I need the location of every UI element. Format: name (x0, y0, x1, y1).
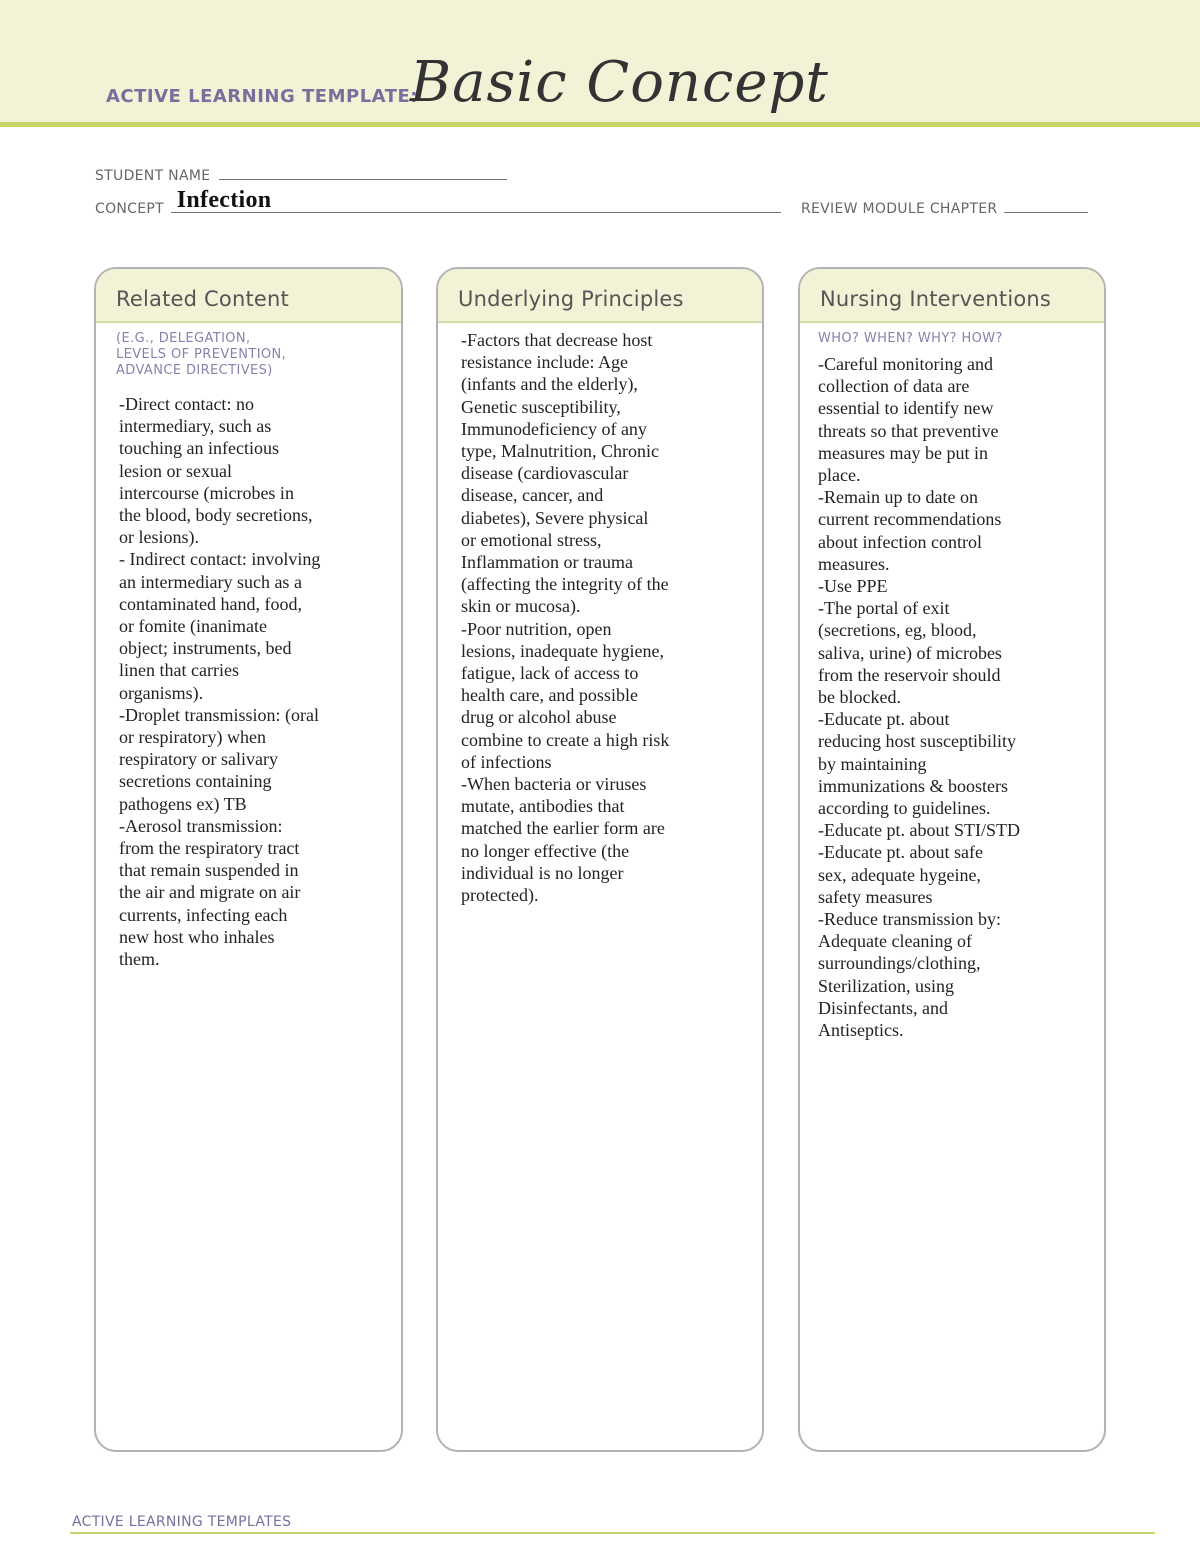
underlying-principles-header (438, 269, 762, 323)
nursing-interventions-body[interactable]: -Careful monitoring and collection of data are essential to identify new threats so that preventive measures may be put in place. -Remain up to date on current recommendations about infection control measures. -Use PPE -The portal of exit (secretions, eg, blood, saliva, urine) of microbes from the reservoir should be blocked. -Educate pt. about reducing host susceptibility by maintaining immunizations & boosters according to guidelines. -Educate pt. about STI/STD -Educate pt. about safe sex, adequate hygeine, safety measures -Reduce transmission by: Adequate cleaning of surroundings/clothing, Sterilization, using Disinfectants, and Antiseptics. (818, 354, 1020, 1041)
related-content-body[interactable]: -Direct contact: no intermediary, such as touching an infectious lesion or sexual intercourse (microbes in the blood, body secretions, or lesions). - Indirect contact: involving an intermediary such as a contaminated hand, food, or fomite (inanimate object; instruments, bed linen that carries organisms). -Droplet transmission: (oral or respiratory) when respiratory or salivary secretions containing pathogens ex) TB -Aerosol transmission: from the respiratory tract that remain suspended in the air and migrate on air currents, infecting each new host who inhales them. (119, 394, 321, 970)
related-content-title: Related Content (116, 287, 289, 311)
related-content-panel (94, 267, 403, 1452)
nursing-interventions-title: Nursing Interventions (820, 287, 1052, 311)
student-name-row (95, 165, 507, 184)
review-module-row (801, 198, 1088, 217)
concept-label: CONCEPT (95, 201, 164, 217)
student-name-field[interactable] (219, 165, 507, 180)
header-divider (0, 122, 1200, 127)
footer-label: ACTIVE LEARNING TEMPLATES (72, 1514, 292, 1530)
concept-field[interactable] (171, 187, 781, 213)
nursing-interventions-panel (798, 267, 1106, 1452)
template-title: Basic Concept (410, 50, 829, 115)
review-module-field[interactable] (1004, 198, 1088, 213)
nursing-interventions-subtitle: WHO? WHEN? WHY? HOW? (818, 331, 1003, 346)
nursing-interventions-header (800, 269, 1104, 323)
review-module-label: REVIEW MODULE CHAPTER (801, 201, 998, 217)
template-label: ACTIVE LEARNING TEMPLATE: (106, 86, 418, 107)
concept-value: Infection (176, 187, 272, 213)
student-name-label: STUDENT NAME (95, 168, 211, 184)
footer-divider (70, 1532, 1155, 1534)
related-content-header (96, 269, 401, 323)
underlying-principles-body[interactable]: -Factors that decrease host resistance include: Age (infants and the elderly), Genetic susceptibility, Immunodeficiency of any type, Malnutrition, Chronic disease (cardiovascular disease, cancer, and diabetes), Severe physical or emotional stress, Inflammation or trauma (affecting the integrity of the skin or mucosa). -Poor nutrition, open lesions, inadequate hygiene, fatigue, lack of access to health care, and possible drug or alcohol abuse combine to create a high risk of infections -When bacteria or viruses mutate, antibodies that matched the earlier form are no longer effective (the individual is no longer protected). (461, 330, 670, 906)
related-content-subtitle: (E.G., DELEGATION, LEVELS OF PREVENTION, ADVANCE DIRECTIVES) (116, 331, 287, 378)
underlying-principles-title: Underlying Principles (458, 287, 684, 311)
underlying-principles-panel (436, 267, 764, 1452)
concept-row (95, 187, 781, 217)
